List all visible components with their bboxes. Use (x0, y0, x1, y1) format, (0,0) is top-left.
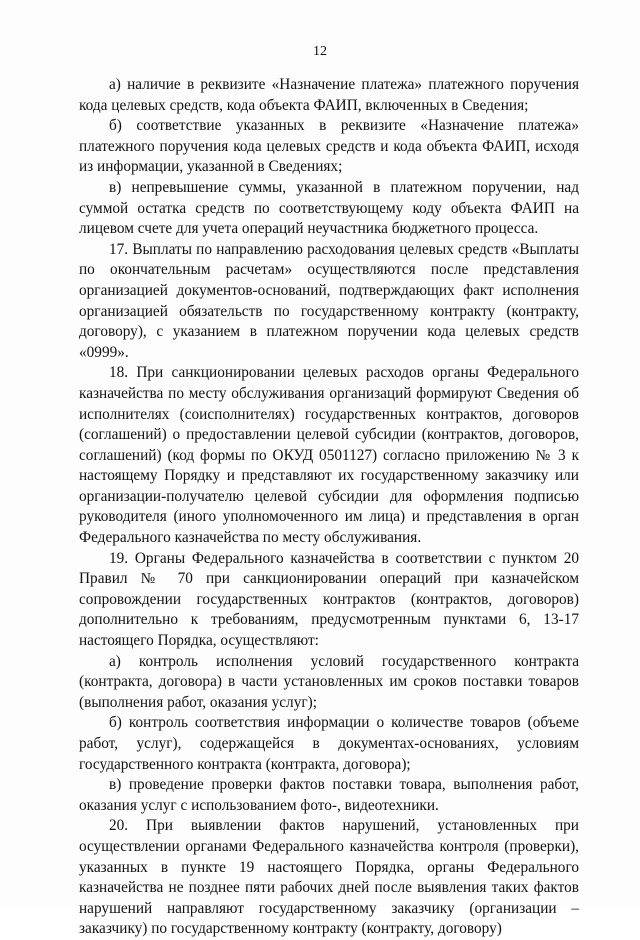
paragraph-20: 20. При выявлении фактов нарушений, установленных при осуществлении органами Федерального казначейства контроля (проверки), указанных в пункте 19 настоящего Порядка, органы Федерального казначейства не позднее пяти рабочих дней после выявления таких фактов нарушений направляют государственному заказчику (организации – заказчику) по государственному контракту (контракту, договору) (79, 817, 579, 938)
page-number: 12 (313, 44, 327, 59)
document-body (79, 75, 579, 940)
paragraph-16a: а) наличие в реквизите «Назначение платежа» платежного поручения кода целевых средств, кода объекта ФАИП, включенных в Сведения; (79, 76, 579, 114)
paragraph-16c: в) непревышение суммы, указанной в платежном поручении, над суммой остатка средств по соответствующему коду объекта ФАИП на лицевом счете для учета операций неучастника бюджетного процесса. (79, 178, 579, 238)
paragraph-19c: в) проведение проверки фактов поставки товара, выполнения работ, оказания услуг с использованием фото-, видеотехники. (79, 776, 579, 814)
paragraph-19b: б) контроль соответствия информации о количестве товаров (объеме работ, услуг), содержащейся в документах-основаниях, условиям государственного контракта (контракта, договора); (79, 714, 579, 773)
paragraph-18: 18. При санкционировании целевых расходов органы Федерального казначейства по месту обслуживания организаций формируют Сведения об исполнителях (соисполнителях) государственных контрактов, договоров (соглашений) о предоставлении целевой субсидии (контрактов, договоров, соглашений) (код формы по ОКУД 0501127) согласно приложению № 3 к настоящему Порядку и представляют их государственному заказчику или организации-получателю целевой субсидии для оформления подписью руководителя (иного уполномоченного им лица) и представления в орган Федерального казначейства по месту обслуживания. (79, 364, 579, 547)
paragraph-16b: б) соответствие указанных в реквизите «Назначение платежа» платежного поручения кода целевых средств и кода объекта ФАИП, исходя из информации, указанной в Сведениях; (79, 117, 579, 176)
paragraph-19a: а) контроль исполнения условий государственного контракта (контракта, договора) в части установленных им сроков поставки товаров (выполнения работ, оказания услуг); (79, 652, 579, 711)
paragraph-17: 17. Выплаты по направлению расходования целевых средств «Выплаты по окончательным расчетам» осуществляются после представления организацией документов-оснований, подтверждающих факт исполнения организацией обязательств по государственному контракту (контракту, договору), с указанием в платежном поручении кода целевых средств «0999». (79, 240, 579, 361)
paragraph-19: 19. Органы Федерального казначейства в соответствии с пунктом 20 Правил № 70 при санкционировании операций при казначейском сопровождении государственных контрактов (контрактов, договоров) дополнительно к требованиям, предусмотренным пунктами 6, 13-17 настоящего Порядка, осуществляют: (79, 549, 579, 650)
